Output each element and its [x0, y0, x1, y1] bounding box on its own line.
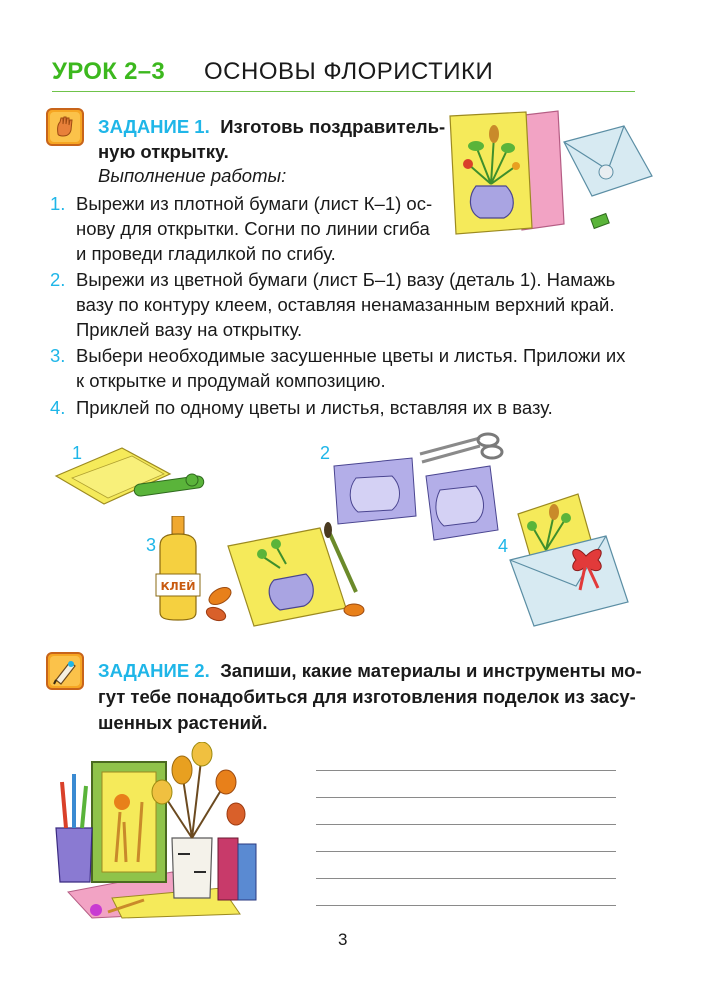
cutting-paper-illustration: [52, 446, 212, 514]
writing-line-1[interactable]: [316, 770, 616, 771]
step-4-line-1: Приклей по одному цветы и листья, вставляя их в вазу.: [76, 397, 553, 418]
step-1-number: 1.: [50, 193, 66, 214]
writing-line-6[interactable]: [316, 905, 616, 906]
craft-materials-illustration: [52, 742, 272, 920]
step-3-line-2: к открытке и продумай композицию.: [76, 370, 386, 391]
card-in-envelope-illustration: [506, 490, 636, 630]
page-number: 3: [338, 930, 348, 949]
step-2-line-3: Приклей вазу на открытку.: [76, 319, 303, 340]
picture-4-number: 4: [498, 536, 509, 556]
procedure-label: Выполнение работы:: [98, 165, 287, 186]
task1-title-line2: ную открытку.: [98, 141, 229, 162]
picture-2-number: 2: [320, 443, 331, 463]
writing-line-5[interactable]: [316, 878, 616, 879]
task1-label: ЗАДАНИЕ 1.: [98, 116, 210, 137]
writing-line-4[interactable]: [316, 851, 616, 852]
task1-title-line1: Изготовь поздравитель-: [220, 116, 446, 137]
step-1-line-2: нову для открытки. Согни по линии сгиба: [76, 218, 430, 239]
task2-text-line1: Запиши, какие материалы и инструменты мо-: [220, 660, 642, 681]
step-2-line-1: Вырежи из цветной бумаги (лист Б–1) вазу (деталь 1). Намажь: [76, 269, 616, 290]
lesson-title: ОСНОВЫ ФЛОРИСТИКИ: [204, 58, 494, 85]
hand-icon: [46, 108, 84, 146]
step-4-number: 4.: [50, 397, 66, 418]
task2-label: ЗАДАНИЕ 2.: [98, 660, 210, 681]
step-1-line-1: Вырежи из плотной бумаги (лист К–1) ос-: [76, 193, 433, 214]
step-2-number: 2.: [50, 269, 66, 290]
gluing-illustration: [150, 516, 372, 628]
glue-label: КЛЕЙ: [160, 580, 196, 593]
greeting-card-illustration: [446, 106, 656, 244]
task2-text-line2: гут тебе понадобиться для изготовления поделок из засу-: [98, 686, 636, 707]
picture-3-number: 3: [146, 535, 157, 555]
writing-line-2[interactable]: [316, 797, 616, 798]
step-2-line-2: вазу по контуру клеем, оставляя ненамазанным верхний край.: [76, 294, 615, 315]
task2-text-line3: шенных растений.: [98, 712, 268, 733]
header-rule: [52, 91, 635, 92]
pen-icon: [46, 652, 84, 690]
step-3-line-1: Выбери необходимые засушенные цветы и листья. Приложи их: [76, 345, 626, 366]
step-3-number: 3.: [50, 345, 66, 366]
lesson-number: УРОК 2–3: [52, 58, 166, 85]
picture-1-number: 1: [72, 443, 83, 463]
step-1-line-3: и проведи гладилкой по сгибу.: [76, 243, 336, 264]
writing-line-3[interactable]: [316, 824, 616, 825]
